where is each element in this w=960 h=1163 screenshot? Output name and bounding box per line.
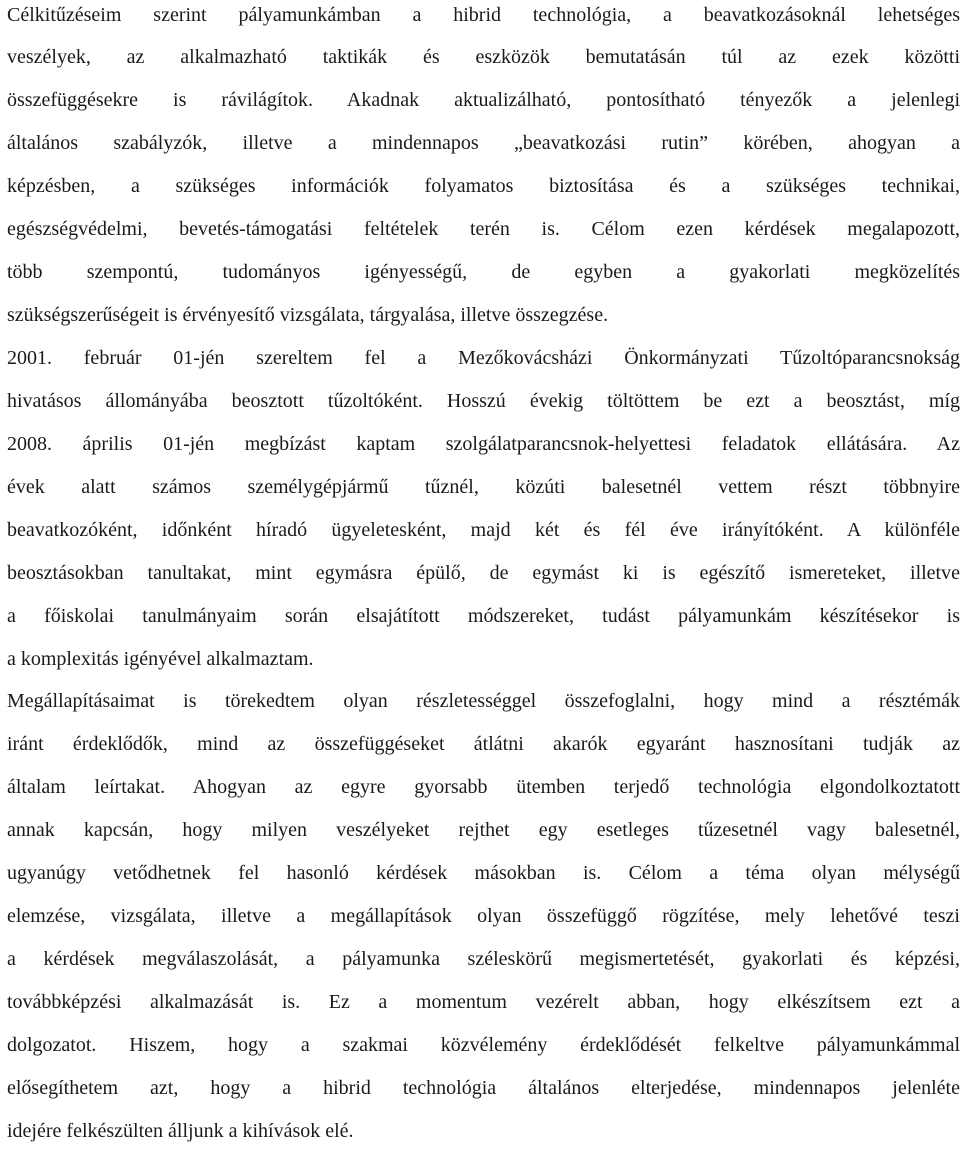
- text-line: szükségszerűségeit is érvényesítő vizsgálata, tárgyalása, illetve összegzése.: [7, 304, 609, 326]
- text-line: összefüggésekre is rávilágítok. Akadnak aktualizálható, pontosítható tényezők a jelenlegi: [7, 89, 960, 111]
- text-line: több szempontú, tudományos igényességű, de egyben a gyakorlati megközelítés: [7, 261, 960, 283]
- text-line: annak kapcsán, hogy milyen veszélyeket rejthet egy esetleges tűzesetnél vagy balesetnél,: [7, 819, 960, 841]
- text-line: hivatásos állományába beosztott tűzoltóként. Hosszú évekig töltöttem be ezt a beosztást, míg: [7, 390, 960, 412]
- text-line: elemzése, vizsgálata, illetve a megállapítások olyan összefüggő rögzítése, mely lehetővé teszi: [7, 905, 960, 927]
- text-line: elősegíthetem azt, hogy a hibrid technológia általános elterjedése, mindennapos jelenléte: [7, 1077, 960, 1099]
- text-line: beosztásokban tanultakat, mint egymásra épülő, de egymást ki is egészítő ismereteket, illetve: [7, 562, 960, 584]
- text-line: képzésben, a szükséges információk folyamatos biztosítása és a szükséges technikai,: [7, 175, 960, 197]
- text-line: Célkitűzéseim szerint pályamunkámban a hibrid technológia, a beavatkozásoknál lehetséges: [7, 4, 960, 26]
- text-line: 2008. április 01-jén megbízást kaptam szolgálatparancsnok-helyettesi feladatok ellátására. Az: [7, 433, 960, 455]
- text-line: dolgozatot. Hiszem, hogy a szakmai közvélemény érdeklődését felkeltve pályamunkámmal: [7, 1034, 960, 1056]
- text-line: 2001. február 01-jén szereltem fel a Mezőkovácsházi Önkormányzati Tűzoltóparancsnokság: [7, 347, 960, 369]
- text-line: Megállapításaimat is törekedtem olyan részletességgel összefoglalni, hogy mind a résztémák: [7, 690, 960, 712]
- text-line: évek alatt számos személygépjármű tűznél, közúti balesetnél vettem részt többnyire: [7, 476, 960, 498]
- text-line: általam leírtakat. Ahogyan az egyre gyorsabb ütemben terjedő technológia elgondolkoztatott: [7, 776, 960, 798]
- text-line: a kérdések megválaszolását, a pályamunka széleskörű megismertetését, gyakorlati és képzési,: [7, 948, 960, 970]
- text-line: egészségvédelmi, bevetés-támogatási feltételek terén is. Célom ezen kérdések megalapozott,: [7, 218, 960, 240]
- text-line: a komplexitás igényével alkalmaztam.: [7, 648, 314, 670]
- text-line: ugyanúgy vetődhetnek fel hasonló kérdések másokban is. Célom a téma olyan mélységű: [7, 862, 960, 884]
- text-line: a főiskolai tanulmányaim során elsajátított módszereket, tudást pályamunkám készítésekor is: [7, 605, 960, 627]
- text-line: továbbképzési alkalmazását is. Ez a momentum vezérelt abban, hogy elkészítsem ezt a: [7, 991, 960, 1013]
- text-line: veszélyek, az alkalmazható taktikák és eszközök bemutatásán túl az ezek közötti: [7, 46, 960, 68]
- text-line: iránt érdeklődők, mind az összefüggéseket átlátni akarók egyaránt hasznosítani tudják az: [7, 733, 960, 755]
- text-line: beavatkozóként, időnként híradó ügyeletesként, majd két és fél éve irányítóként. A különféle: [7, 519, 960, 541]
- text-line: általános szabályzók, illetve a mindennapos „beavatkozási rutin” körében, ahogyan a: [7, 132, 960, 154]
- text-line: idejére felkészülten álljunk a kihívások elé.: [7, 1120, 354, 1142]
